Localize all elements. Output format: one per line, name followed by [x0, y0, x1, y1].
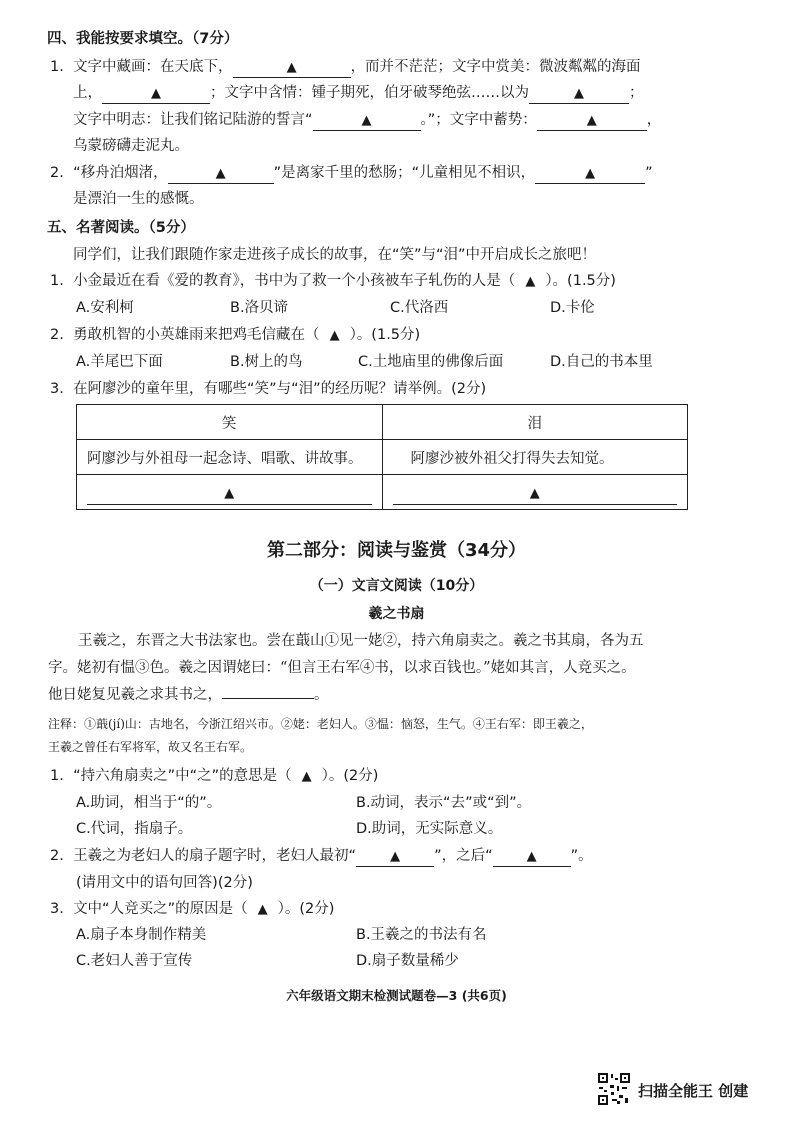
- sec4-q1-line3: 文字中明志：让我们铭记陆游的誓言“ ▲ 。”；文字中蓄势： ▲ ，: [73, 109, 661, 131]
- sec5-q2-option-d[interactable]: D.自己的书本里: [550, 354, 653, 370]
- sec5-q1-option-c[interactable]: C.代洛西: [390, 300, 449, 316]
- passage-line-3: 他日姥复见羲之求其书之， 。: [48, 687, 329, 703]
- sec5-q3-stem: 3. 在阿廖沙的童年里，有哪些“笑”与“泪”的经历呢？请举例。(2分): [50, 381, 487, 397]
- table-cell-laugh-answer[interactable]: ▲: [77, 475, 383, 510]
- p2-q3-option-d[interactable]: D.扇子数量稀少: [356, 953, 459, 969]
- sec5-intro: 同学们，让我们跟随作家走进孩子成长的故事，在“笑”与“泪”中开启成长之旅吧！: [73, 247, 597, 263]
- sec5-q2-option-a[interactable]: A.羊尾巴下面: [76, 354, 163, 370]
- table-cell-tears-answer[interactable]: ▲: [382, 475, 688, 510]
- sec5-q1-stem: 1. 小金最近在看《爱的教育》，书中为了救一个小孩被车子轧伤的人是（ ▲ ）。(1.5分): [50, 273, 616, 289]
- p2-q3-option-a[interactable]: A.扇子本身制作精美: [76, 927, 207, 943]
- sec5-q1-option-d[interactable]: D.卡伦: [550, 300, 595, 316]
- passage-blank[interactable]: [222, 698, 314, 699]
- sec5-q1-option-a[interactable]: A.安利柯: [76, 300, 134, 316]
- sec4-q1-line4: 乌蒙磅礴走泥丸。: [73, 138, 189, 154]
- answer-blank[interactable]: ▲: [535, 164, 645, 184]
- table-header-laugh: 笑: [77, 405, 383, 440]
- p2-q2-stem: 2. 王羲之为老妇人的扇子题字时，老妇人最初“ ▲ ”，之后“ ▲ ”。: [50, 845, 593, 867]
- page-footer: 六年级语文期末检测试题卷—3 (共6页): [286, 988, 507, 1003]
- classical-reading-subtitle: （一）文言文阅读（10分）: [309, 578, 484, 594]
- scanner-watermark: 扫描全能王 创建: [638, 1082, 749, 1100]
- answer-blank[interactable]: ▲: [356, 847, 434, 867]
- p2-q3-option-c[interactable]: C.老妇人善于宣传: [76, 953, 193, 969]
- p2-q2-instruction: (请用文中的语句回答)(2分): [76, 875, 253, 891]
- p2-q1-option-a[interactable]: A.助词，相当于“的”。: [76, 795, 222, 811]
- answer-blank[interactable]: ▲: [313, 111, 421, 131]
- answer-blank[interactable]: ▲: [493, 847, 571, 867]
- p2-q1-option-c[interactable]: C.代词，指扇子。: [76, 821, 193, 837]
- sec5-q1-option-b[interactable]: B.洛贝谛: [230, 300, 289, 316]
- passage-line-1: 王羲之，东晋之大书法家也。尝在蕺山①见一姥②，持六角扇卖之。羲之书其扇，各为五: [78, 633, 644, 649]
- p2-q1-stem: 1. “持六角扇卖之”中“之”的意思是（ ▲ ）。(2分): [50, 768, 379, 784]
- table-header-tears: 泪: [382, 405, 688, 440]
- answer-blank[interactable]: ▲: [537, 111, 647, 131]
- passage-line-2: 字。姥初有愠③色。羲之因谓姥曰：“但言王右军④书，以求百钱也。”姥如其言，人竞买之。: [48, 660, 636, 676]
- sec4-q2-line1: 2. “移舟泊烟渚， ▲ ”是离家千里的愁肠；“儿童相见不相识， ▲ ”: [50, 162, 653, 184]
- answer-blank[interactable]: ▲: [168, 164, 274, 184]
- answer-blank[interactable]: ▲: [233, 58, 351, 78]
- annotation-line-2: 王羲之曾任右军将军，故又名王右军。: [48, 740, 253, 754]
- answer-blank[interactable]: ▲: [102, 84, 210, 104]
- qr-code-icon: [597, 1072, 631, 1106]
- annotation-line-1: 注释：①蕺(jí)山：古地名，今浙江绍兴市。②姥：老妇人。③愠：恼怒，生气。④王右军：即王羲之，: [48, 717, 593, 731]
- laugh-tears-table: [76, 404, 688, 510]
- sec5-q2-option-b[interactable]: B.树上的鸟: [230, 354, 303, 370]
- sec5-q2-option-c[interactable]: C.土地庙里的佛像后面: [358, 354, 504, 370]
- p2-q1-option-b[interactable]: B.动词，表示“去”或“到”。: [356, 795, 532, 811]
- answer-blank[interactable]: ▲: [529, 84, 629, 104]
- sec4-q1-line1: 1. 文字中藏画：在天底下， ▲ ，而并不茫茫；文字中赏美：微波粼粼的海面: [50, 56, 641, 78]
- section-5-heading: 五、名著阅读。（5分）: [47, 220, 195, 236]
- passage-title: 羲之书扇: [368, 606, 425, 622]
- p2-q3-stem: 3. 文中“人竞买之”的原因是（ ▲ ）。(2分): [50, 901, 335, 917]
- table-cell-laugh-example: 阿廖沙与外祖母一起念诗、唱歌、讲故事。: [77, 440, 383, 475]
- part-2-title: 第二部分：阅读与鉴赏（34分）: [266, 540, 527, 561]
- sec5-q2-stem: 2. 勇敢机智的小英雄雨来把鸡毛信藏在（ ▲ ）。(1.5分): [50, 327, 421, 343]
- table-cell-tears-example: 阿廖沙被外祖父打得失去知觉。: [382, 440, 688, 475]
- p2-q1-option-d[interactable]: D.助词，无实际意义。: [356, 821, 503, 837]
- section-4-heading: 四、我能按要求填空。（7分）: [47, 31, 239, 47]
- sec4-q2-line2: 是漂泊一生的感慨。: [73, 191, 204, 207]
- p2-q3-option-b[interactable]: B.王羲之的书法有名: [356, 927, 487, 943]
- sec4-q1-line2: 上， ▲ ；文字中含情：锺子期死，伯牙破琴绝弦……以为 ▲ ；: [73, 82, 644, 104]
